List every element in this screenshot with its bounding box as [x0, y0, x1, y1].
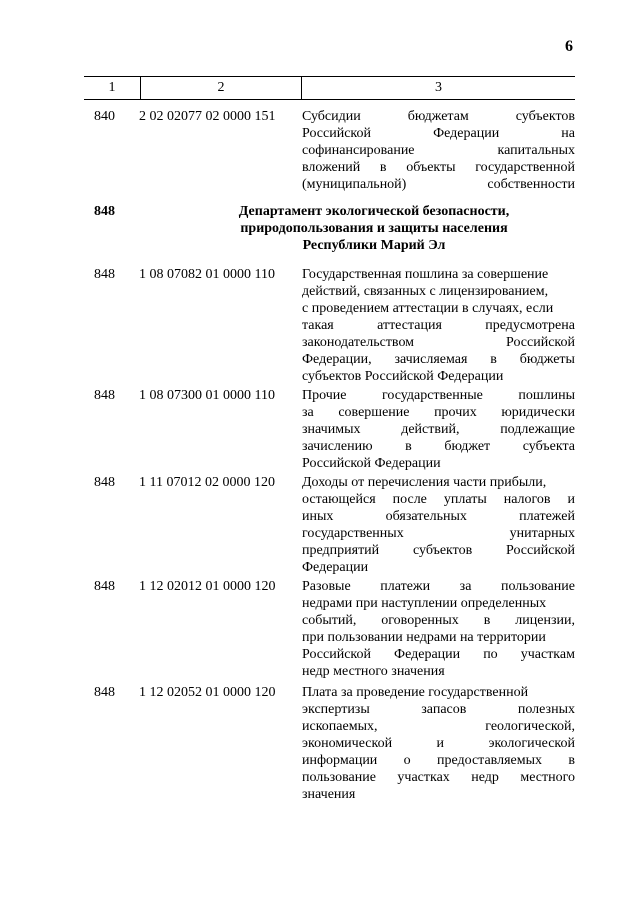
description-word: недр [471, 770, 499, 785]
description-line [302, 663, 575, 680]
description-word: полезных [517, 702, 575, 717]
description-word: уплаты [443, 492, 487, 507]
description-word: государственные [381, 388, 483, 403]
description-word: и [567, 492, 575, 507]
column-header-1: 1 [84, 77, 141, 99]
description-word: зачислению [302, 439, 373, 454]
description-word: предоставляемых [436, 753, 543, 768]
description-line [302, 525, 575, 542]
description-word: законодательством [302, 335, 415, 350]
budget-classification-code: 1 08 07082 01 0000 110 [139, 267, 275, 282]
description-word: и [436, 736, 445, 751]
description-line [302, 646, 575, 663]
description-word: недрами при наступлении определенных [302, 596, 547, 611]
department-title-line: Департамент экологической безопасности, [238, 204, 510, 219]
description-word: на [561, 126, 575, 141]
admin-code: 848 [94, 579, 115, 594]
description-word: иных [302, 509, 334, 524]
description-word: аттестация [377, 318, 442, 333]
description-word: государственной [475, 160, 575, 175]
description-line [302, 283, 575, 300]
description-word: за [302, 405, 314, 420]
description-word: капитальных [497, 143, 575, 158]
department-title [204, 203, 544, 254]
description-line [302, 159, 575, 176]
description-line [302, 317, 575, 334]
description-word: лицензии, [515, 613, 575, 628]
description-word: значимых [302, 422, 361, 437]
description-word: бюджеты [519, 352, 575, 367]
description-line [302, 701, 575, 718]
budget-classification-code: 2 02 02077 02 0000 151 [139, 109, 276, 124]
description-word: запасов [421, 702, 467, 717]
description-word: о [403, 753, 411, 768]
description-word: подлежащие [500, 422, 575, 437]
description-line [302, 108, 575, 125]
description-word: экологической [488, 736, 575, 751]
budget-classification-code: 1 12 02052 01 0000 120 [139, 685, 276, 700]
description-line [302, 300, 575, 317]
description-word: пошлины [518, 388, 575, 403]
description-word: такая [302, 318, 334, 333]
description-word: Федерации [394, 647, 461, 662]
description-line [302, 387, 575, 404]
description-word: собственности [487, 177, 575, 192]
description-word: зачисляемая [394, 352, 468, 367]
description-line [302, 455, 575, 472]
description-word: платежи [380, 579, 431, 594]
description-word: Федерации, [302, 352, 372, 367]
description-word: бюджет [444, 439, 491, 454]
description-word: с проведением аттестации в случаях, если [302, 301, 554, 316]
description-line [302, 752, 575, 769]
column-header-3: 3 [435, 80, 442, 95]
description-line [302, 125, 575, 142]
description-line [302, 786, 575, 803]
description-word: после [392, 492, 427, 507]
admin-code: 840 [94, 109, 115, 124]
description-word: в [483, 613, 491, 628]
description-line [302, 769, 575, 786]
description-word: в [490, 352, 497, 367]
description-word: экономической [302, 736, 393, 751]
description-word: за [459, 579, 472, 594]
description-word: Федерации [433, 126, 500, 141]
revenue-description [302, 266, 575, 385]
description-word: субъекта [522, 439, 575, 454]
description-word: объекты [406, 160, 456, 175]
description-line [302, 612, 575, 629]
description-word: пользование [501, 579, 575, 594]
description-line [302, 508, 575, 525]
description-word: в [379, 160, 387, 175]
description-line [302, 684, 575, 701]
description-word: Прочие [302, 388, 347, 403]
description-line [302, 491, 575, 508]
description-word: бюджетам [407, 109, 469, 124]
description-line [302, 629, 575, 646]
table-header [84, 76, 575, 100]
description-line [302, 176, 575, 193]
description-word: субъектов [515, 109, 575, 124]
description-line [302, 559, 575, 576]
description-word: прочих [434, 405, 477, 420]
description-line [302, 404, 575, 421]
description-word: платежей [519, 509, 575, 524]
admin-code: 848 [94, 267, 115, 282]
department-title-line: природопользования и защиты населения [240, 221, 508, 236]
description-word: в [568, 753, 575, 768]
description-word: (муниципальной) [302, 177, 407, 192]
description-word: совершение [338, 405, 410, 420]
revenue-description [302, 108, 575, 193]
description-word: по [483, 647, 498, 662]
admin-code: 848 [94, 475, 115, 490]
description-word: при пользовании недрами на территории [302, 630, 546, 645]
description-word: Доходы от перечисления части прибыли, [302, 475, 547, 490]
description-word: в [405, 439, 412, 454]
description-word: экспертизы [302, 702, 370, 717]
description-line [302, 421, 575, 438]
description-word: информации [302, 753, 378, 768]
description-word: налогов [503, 492, 551, 507]
description-line [302, 351, 575, 368]
description-word: остающейся [302, 492, 376, 507]
revenue-description [302, 684, 575, 803]
description-word: Российской [302, 126, 371, 141]
admin-code: 848 [94, 685, 115, 700]
description-line [302, 595, 575, 612]
description-line [302, 735, 575, 752]
description-word: местного [520, 770, 575, 785]
description-line [302, 718, 575, 735]
description-word: значения [302, 787, 356, 802]
description-word: вложений [302, 160, 361, 175]
budget-classification-code: 1 12 02012 01 0000 120 [139, 579, 276, 594]
description-word: унитарных [509, 526, 575, 541]
description-word: юридически [501, 405, 575, 420]
description-word: недр местного значения [302, 664, 445, 679]
description-word: Российской Федерации [302, 456, 441, 471]
description-word: пользование [302, 770, 376, 785]
description-line [302, 368, 575, 385]
description-word: участкам [520, 647, 575, 662]
description-line [302, 542, 575, 559]
description-word: Плата за проведение государственной [302, 685, 529, 700]
description-word: Российской [506, 335, 575, 350]
description-word: Федерации [302, 560, 369, 575]
description-word: действий, связанных с лицензированием, [302, 284, 549, 299]
description-line [302, 266, 575, 283]
description-word: оговоренных [381, 613, 459, 628]
description-word: Разовые [302, 579, 351, 594]
column-header-2: 2 [141, 77, 302, 99]
description-word: обязательных [385, 509, 467, 524]
budget-classification-code: 1 08 07300 01 0000 110 [139, 388, 275, 403]
revenue-description [302, 474, 575, 576]
description-word: ископаемых, [302, 719, 378, 734]
description-word: софинансирование [302, 143, 415, 158]
description-word: Российской [506, 543, 575, 558]
description-word: субъектов [412, 543, 473, 558]
description-word: Государственная пошлина за совершение [302, 267, 549, 282]
description-line [302, 438, 575, 455]
page-number: 6 [565, 38, 573, 55]
description-word: геологической, [485, 719, 575, 734]
description-line [302, 578, 575, 595]
revenue-description [302, 578, 575, 680]
description-word: событий, [302, 613, 357, 628]
budget-classification-code: 1 11 07012 02 0000 120 [139, 475, 275, 490]
description-line [302, 142, 575, 159]
description-word: предусмотрена [485, 318, 575, 333]
description-word: государственных [302, 526, 404, 541]
section-admin-code: 848 [94, 204, 115, 219]
description-word: субъектов Российской Федерации [302, 369, 504, 384]
description-word: Российской [302, 647, 371, 662]
admin-code: 848 [94, 388, 115, 403]
department-title-line: Республики Марий Эл [302, 238, 446, 253]
description-word: участках [397, 770, 450, 785]
description-line [302, 474, 575, 491]
revenue-description [302, 387, 575, 472]
description-word: Субсидии [302, 109, 361, 124]
description-word: предприятий [302, 543, 380, 558]
description-word: действий, [401, 422, 460, 437]
description-line [302, 334, 575, 351]
